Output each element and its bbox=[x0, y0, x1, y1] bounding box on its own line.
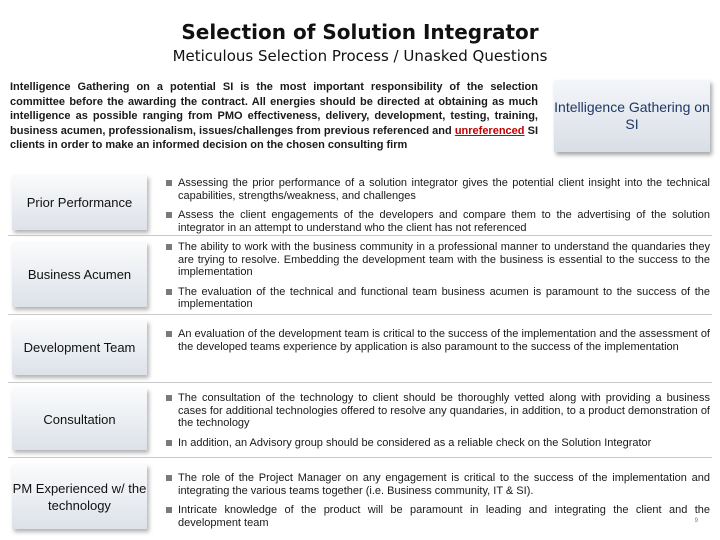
intelligence-badge: Intelligence Gathering on SI bbox=[554, 80, 710, 152]
bullet-square-icon bbox=[166, 440, 172, 446]
slide-title: Selection of Solution Integrator bbox=[181, 20, 539, 44]
bullet-text: The consultation of the technology to client should be thoroughly vetted along with providing a business cases for additional technologies offered to resolve any quandaries, in addition, to a product demonstration of the technology bbox=[178, 392, 710, 429]
section-bullets-pm-experienced bbox=[164, 472, 710, 529]
bullet-item bbox=[164, 286, 710, 311]
bullet-square-icon bbox=[166, 395, 172, 401]
bullet-text: The role of the Project Manager on any engagement is critical to the success of the implementation and integrating the various teams together (i.e. Business community, IT & SI). bbox=[178, 472, 710, 497]
section-bullets-business-acumen bbox=[164, 241, 710, 311]
intro-paragraph bbox=[10, 80, 538, 153]
bullet-square-icon bbox=[166, 331, 172, 337]
bullet-square-icon bbox=[166, 180, 172, 186]
bullet-item bbox=[164, 209, 710, 234]
bullet-square-icon bbox=[166, 507, 172, 513]
section-bullets-consultation bbox=[164, 392, 710, 449]
section-label-prior-performance: Prior Performance bbox=[12, 175, 147, 230]
intro-text-part2: SI clients in order to make an informed decision on the chosen consulting firm bbox=[10, 124, 539, 151]
intro-text-part1: Intelligence Gathering on a potential SI is the most important responsibility of the selection committee before the awarding the contract. All energies should be directed at obtaining as much intelligence as possible ranging from PMO effectiveness, delivery, development, testing, training, business acumen, professionalism, issues/challenges from previous referenced and bbox=[10, 81, 538, 137]
bullet-square-icon bbox=[166, 244, 172, 250]
bullet-text: The ability to work with the business community in a professional manner to understand the quandaries they are trying to resolve. Embedding the development team with the business is essential to the success to the implementation bbox=[178, 241, 710, 278]
section-label-development-team: Development Team bbox=[12, 320, 147, 375]
section-label-consultation: Consultation bbox=[12, 388, 147, 450]
section-label-business-acumen: Business Acumen bbox=[12, 242, 147, 307]
row-divider bbox=[8, 235, 712, 236]
bullet-square-icon bbox=[166, 475, 172, 481]
section-bullets-development-team bbox=[164, 328, 710, 353]
section-bullets-prior-performance bbox=[164, 177, 710, 234]
bullet-item bbox=[164, 437, 710, 450]
row-divider bbox=[8, 457, 712, 458]
bullet-item bbox=[164, 328, 710, 353]
bullet-square-icon bbox=[166, 212, 172, 218]
slide-subtitle: Meticulous Selection Process / Unasked Questions bbox=[172, 47, 548, 65]
bullet-text: Assessing the prior performance of a solution integrator gives the potential client insight into the technical capabilities, strengths/weakness, and challenges bbox=[178, 177, 710, 202]
row-divider bbox=[8, 382, 712, 383]
section-label-pm-experienced: PM Experienced w/ the technology bbox=[12, 464, 147, 529]
bullet-text: An evaluation of the development team is critical to the success of the implementation and the assessment of the developed teams experience by application is also paramount to the success of the implementation bbox=[178, 328, 710, 353]
bullet-item bbox=[164, 392, 710, 430]
bullet-item bbox=[164, 177, 710, 202]
bullet-text: The evaluation of the technical and functional team business acumen is paramount to the success of the implementation bbox=[178, 285, 710, 310]
bullet-item bbox=[164, 504, 710, 529]
bullet-text: In addition, an Advisory group should be considered as a reliable check on the Solution Integrator bbox=[178, 436, 652, 449]
row-divider bbox=[8, 314, 712, 315]
bullet-text: Intricate knowledge of the product will be paramount in leading and integrating the client and the development team bbox=[178, 504, 710, 529]
bullet-text: Assess the client engagements of the developers and compare them to the advertising of the solution integrator in an attempt to understand who the client has not referenced bbox=[178, 209, 710, 234]
bullet-item bbox=[164, 472, 710, 497]
bullet-item bbox=[164, 241, 710, 279]
intro-highlight-unreferenced: unreferenced bbox=[454, 124, 525, 137]
bullet-square-icon bbox=[166, 289, 172, 295]
page-number: 9 bbox=[694, 518, 698, 524]
